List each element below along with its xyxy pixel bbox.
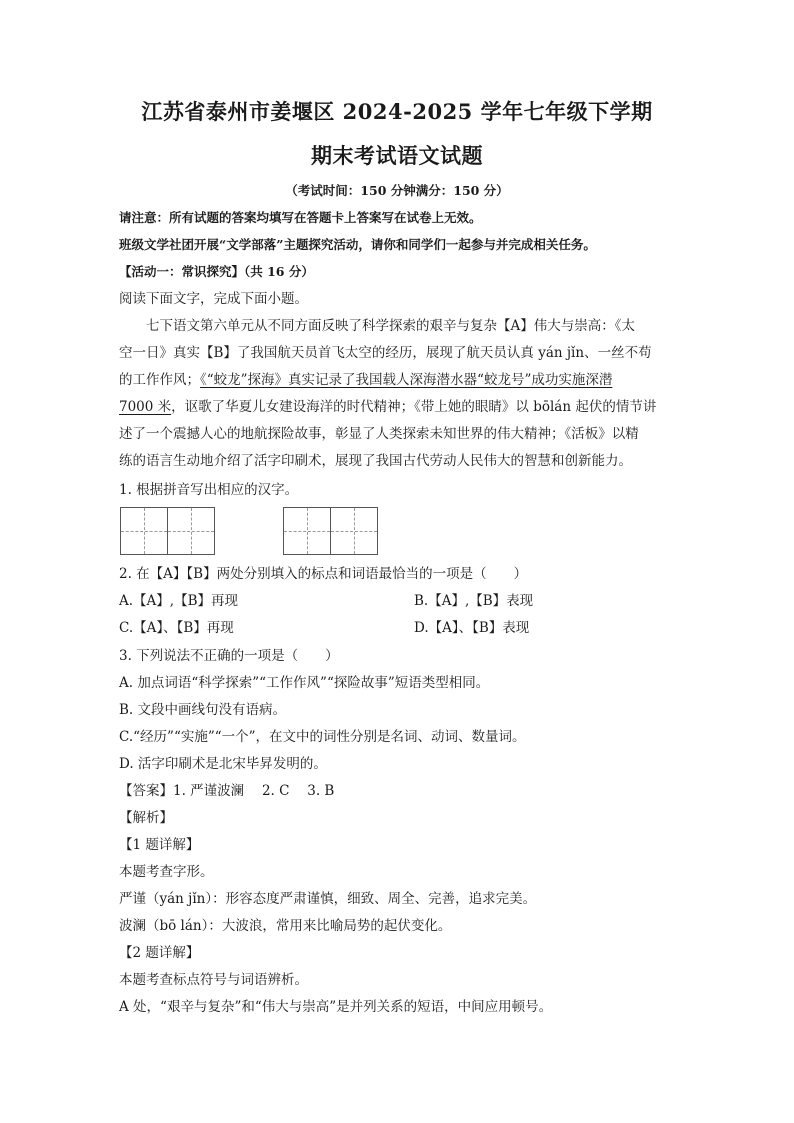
detail-1-line-2: 严谨（yán jǐn）：形容态度严肃谨慎，细致、周全、完善，追求完美。 — [119, 891, 537, 907]
detail-1-line-3: 波澜（bō lán）：大波浪，常用来比喻局势的起伏变化。 — [119, 918, 452, 934]
instruction-text: 阅读下面文字，完成下面小题。 — [119, 291, 308, 307]
exam-info: （考试时间：150 分钟满分：150 分） — [285, 183, 509, 198]
answer-grid-cell[interactable] — [330, 507, 378, 555]
question-1: 1. 根据拼音写出相应的汉字。 — [119, 482, 299, 498]
underlined-sentence-part1: 《“蛟龙”探海》真实记录了我国载人深海潜水器“蛟龙号”成功实施深潜 — [200, 372, 613, 388]
passage-line-5: 述了一个震撼人心的地航探险故事，彰显了人类探索未知世界的伟大精神；《活板》以精 — [119, 426, 639, 442]
q3-option-b: B. 文段中画线句没有语病。 — [119, 702, 287, 718]
q2-option-b: B.【A】,【B】表现 — [414, 593, 534, 609]
passage-line-4 — [119, 394, 674, 421]
detail-1-heading: 【1 题详解】 — [119, 837, 200, 853]
passage-line-3 — [119, 367, 674, 394]
exam-title-line2: 期末考试语文试题 — [311, 143, 483, 168]
exam-title-line1: 江苏省泰州市姜堰区 2024-2025 学年七年级下学期 — [141, 99, 653, 124]
activity1-heading: 【活动一：常识探究】（共 16 分） — [119, 264, 314, 279]
q3-option-c: C.“经历”“实施”“一个”，在文中的词性分别是名词、动词、数量词。 — [119, 729, 526, 745]
q2-option-c: C.【A】、【B】再现 — [119, 620, 234, 636]
passage-line-1: 七下语文第六单元从不同方面反映了科学探索的艰辛与复杂【A】伟大与崇高：《太 — [146, 318, 635, 334]
q2-option-a: A.【A】,【B】再现 — [119, 593, 239, 609]
q3-option-a: A. 加点词语“科学探索”“工作作风”“探险故事”短语类型相同。 — [119, 675, 490, 691]
answer-grid-cell[interactable] — [283, 507, 331, 555]
detail-2-heading: 【2 题详解】 — [119, 945, 200, 961]
passage-line-6: 练的语言生动地介绍了活字印刷术，展现了我国古代劳动人民伟大的智慧和创新能力。 — [119, 453, 632, 469]
question-2: 2. 在【A】【B】两处分别填入的标点和词语最恰当的一项是（ ） — [119, 566, 528, 582]
passage-line-4-text: ，讴歌了华夏儿女建设海洋的时代精神；《带上她的眼睛》以 bōlán 起伏的情节讲 — [171, 399, 657, 415]
detail-2-line-1: 本题考查标点符号与词语辨析。 — [119, 972, 308, 988]
answer-grid-2 — [283, 507, 378, 555]
answer-line: 【答案】1. 严谨波澜 2. C 3. B — [119, 783, 335, 799]
notice-text: 请注意：所有试题的答案均填写在答题卡上答案写在试卷上无效。 — [119, 210, 482, 225]
passage-line-3-text: 的工作作风； — [119, 372, 200, 388]
underlined-sentence-part2: 7000 米 — [119, 399, 172, 415]
passage-line-2: 空一日》真实【B】了我国航天员首飞太空的经历，展现了航天员认真 yán jǐn、一丝不苟 — [119, 345, 652, 361]
answer-grid-cell[interactable] — [120, 507, 168, 555]
answer-grid-cell[interactable] — [167, 507, 215, 555]
answer-grid-1 — [120, 507, 215, 555]
analysis-heading: 【解析】 — [119, 810, 173, 826]
detail-2-line-2: A 处，“艰辛与复杂”和“伟大与崇高”是并列关系的短语，中间应用顿号。 — [119, 999, 553, 1015]
detail-1-line-1: 本题考查字形。 — [119, 864, 214, 880]
question-3: 3. 下列说法不正确的一项是（ ） — [119, 648, 339, 664]
q3-option-d: D. 活字印刷术是北宋毕昇发明的。 — [119, 756, 327, 772]
intro-text: 班级文学社团开展“文学部落”主题探究活动，请你和同学们一起参与并完成相关任务。 — [119, 237, 596, 252]
q2-option-d: D.【A】、【B】表现 — [414, 620, 530, 636]
